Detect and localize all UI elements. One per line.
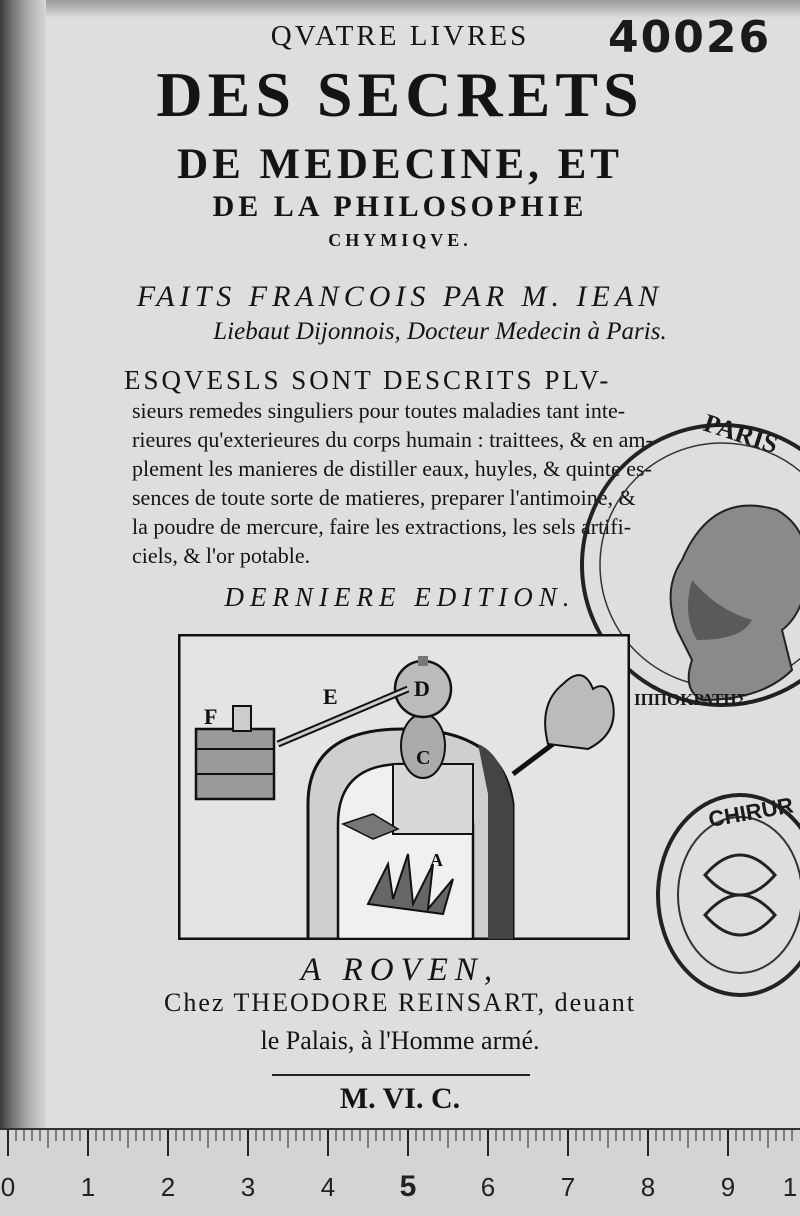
ruler-number: 5 [399, 1170, 417, 1203]
chirurgie-stamp-text: CHIRUR [706, 792, 796, 832]
author-line-1: FAITS FRANCOIS PAR M. IEAN [136, 280, 664, 313]
description-line: la poudre de mercure, faire les extractions, les sels artifi- [132, 514, 632, 539]
woodcut-label-a: A [430, 850, 443, 870]
author-line-2: Liebaut Dijonnois, Docteur Medecin à Paris. [213, 318, 667, 345]
edition-line: DERNIERE EDITION. [224, 582, 576, 612]
description-line: sences de toute sorte de matieres, preparer l'antimoine, & [132, 485, 636, 510]
description-line: sieurs remedes singuliers pour toutes maladies tant inte- [132, 398, 626, 423]
woodcut-label-d: D [414, 676, 430, 701]
ruler-number: 8 [640, 1172, 656, 1202]
ruler-number: 7 [560, 1172, 576, 1202]
woodcut-label-e: E [323, 684, 338, 709]
title-line-4: DE LA PHILOSOPHIE [212, 190, 588, 223]
title-line-3: DE MEDECINE, ET [177, 141, 623, 188]
ruler-number: 2 [160, 1172, 176, 1202]
ruler-number: 4 [320, 1172, 336, 1202]
title-line-2: DES SECRETS [156, 59, 644, 130]
distillation-woodcut [178, 634, 630, 940]
ruler-number: 0 [0, 1172, 16, 1202]
imprint-printer: Chez THEODORE REINSART, deuant [164, 988, 636, 1017]
measurement-ruler [0, 1128, 800, 1216]
ruler-number: 3 [240, 1172, 256, 1202]
description-line: ciels, & l'or potable. [132, 543, 311, 568]
imprint-place: A ROVEN, [300, 952, 500, 988]
ruler-number: 9 [720, 1172, 736, 1202]
description-line: rieures qu'exterieures du corps humain : traittees, & en am- [132, 427, 653, 452]
description-first-line: ESQVESLS SONT DESCRITS PLV- [124, 365, 612, 395]
title-line-1: QVATRE LIVRES [270, 20, 530, 52]
imprint-date: M. VI. C. [339, 1082, 461, 1115]
description-line: plement les manieres de distiller eaux, huyles, & quinte es- [132, 456, 652, 481]
ruler-scale [0, 1130, 800, 1216]
ruler-number: 1 [80, 1172, 96, 1202]
portrait-caption: ΙΠΠΟΚΡΑΤΗΣ [634, 690, 748, 709]
shelf-number: 40026 [608, 12, 772, 63]
ruler-number: 6 [480, 1172, 496, 1202]
imprint-address: le Palais, à l'Homme armé. [260, 1026, 540, 1055]
ruler-number: 1 [782, 1172, 798, 1202]
imprint-rule [272, 1074, 530, 1076]
stamp-library-text: PARIS [700, 408, 782, 460]
woodcut-label-f: F [204, 704, 218, 729]
woodcut-label-c: C [416, 747, 431, 769]
title-line-5: CHYMIQVE. [328, 230, 472, 250]
